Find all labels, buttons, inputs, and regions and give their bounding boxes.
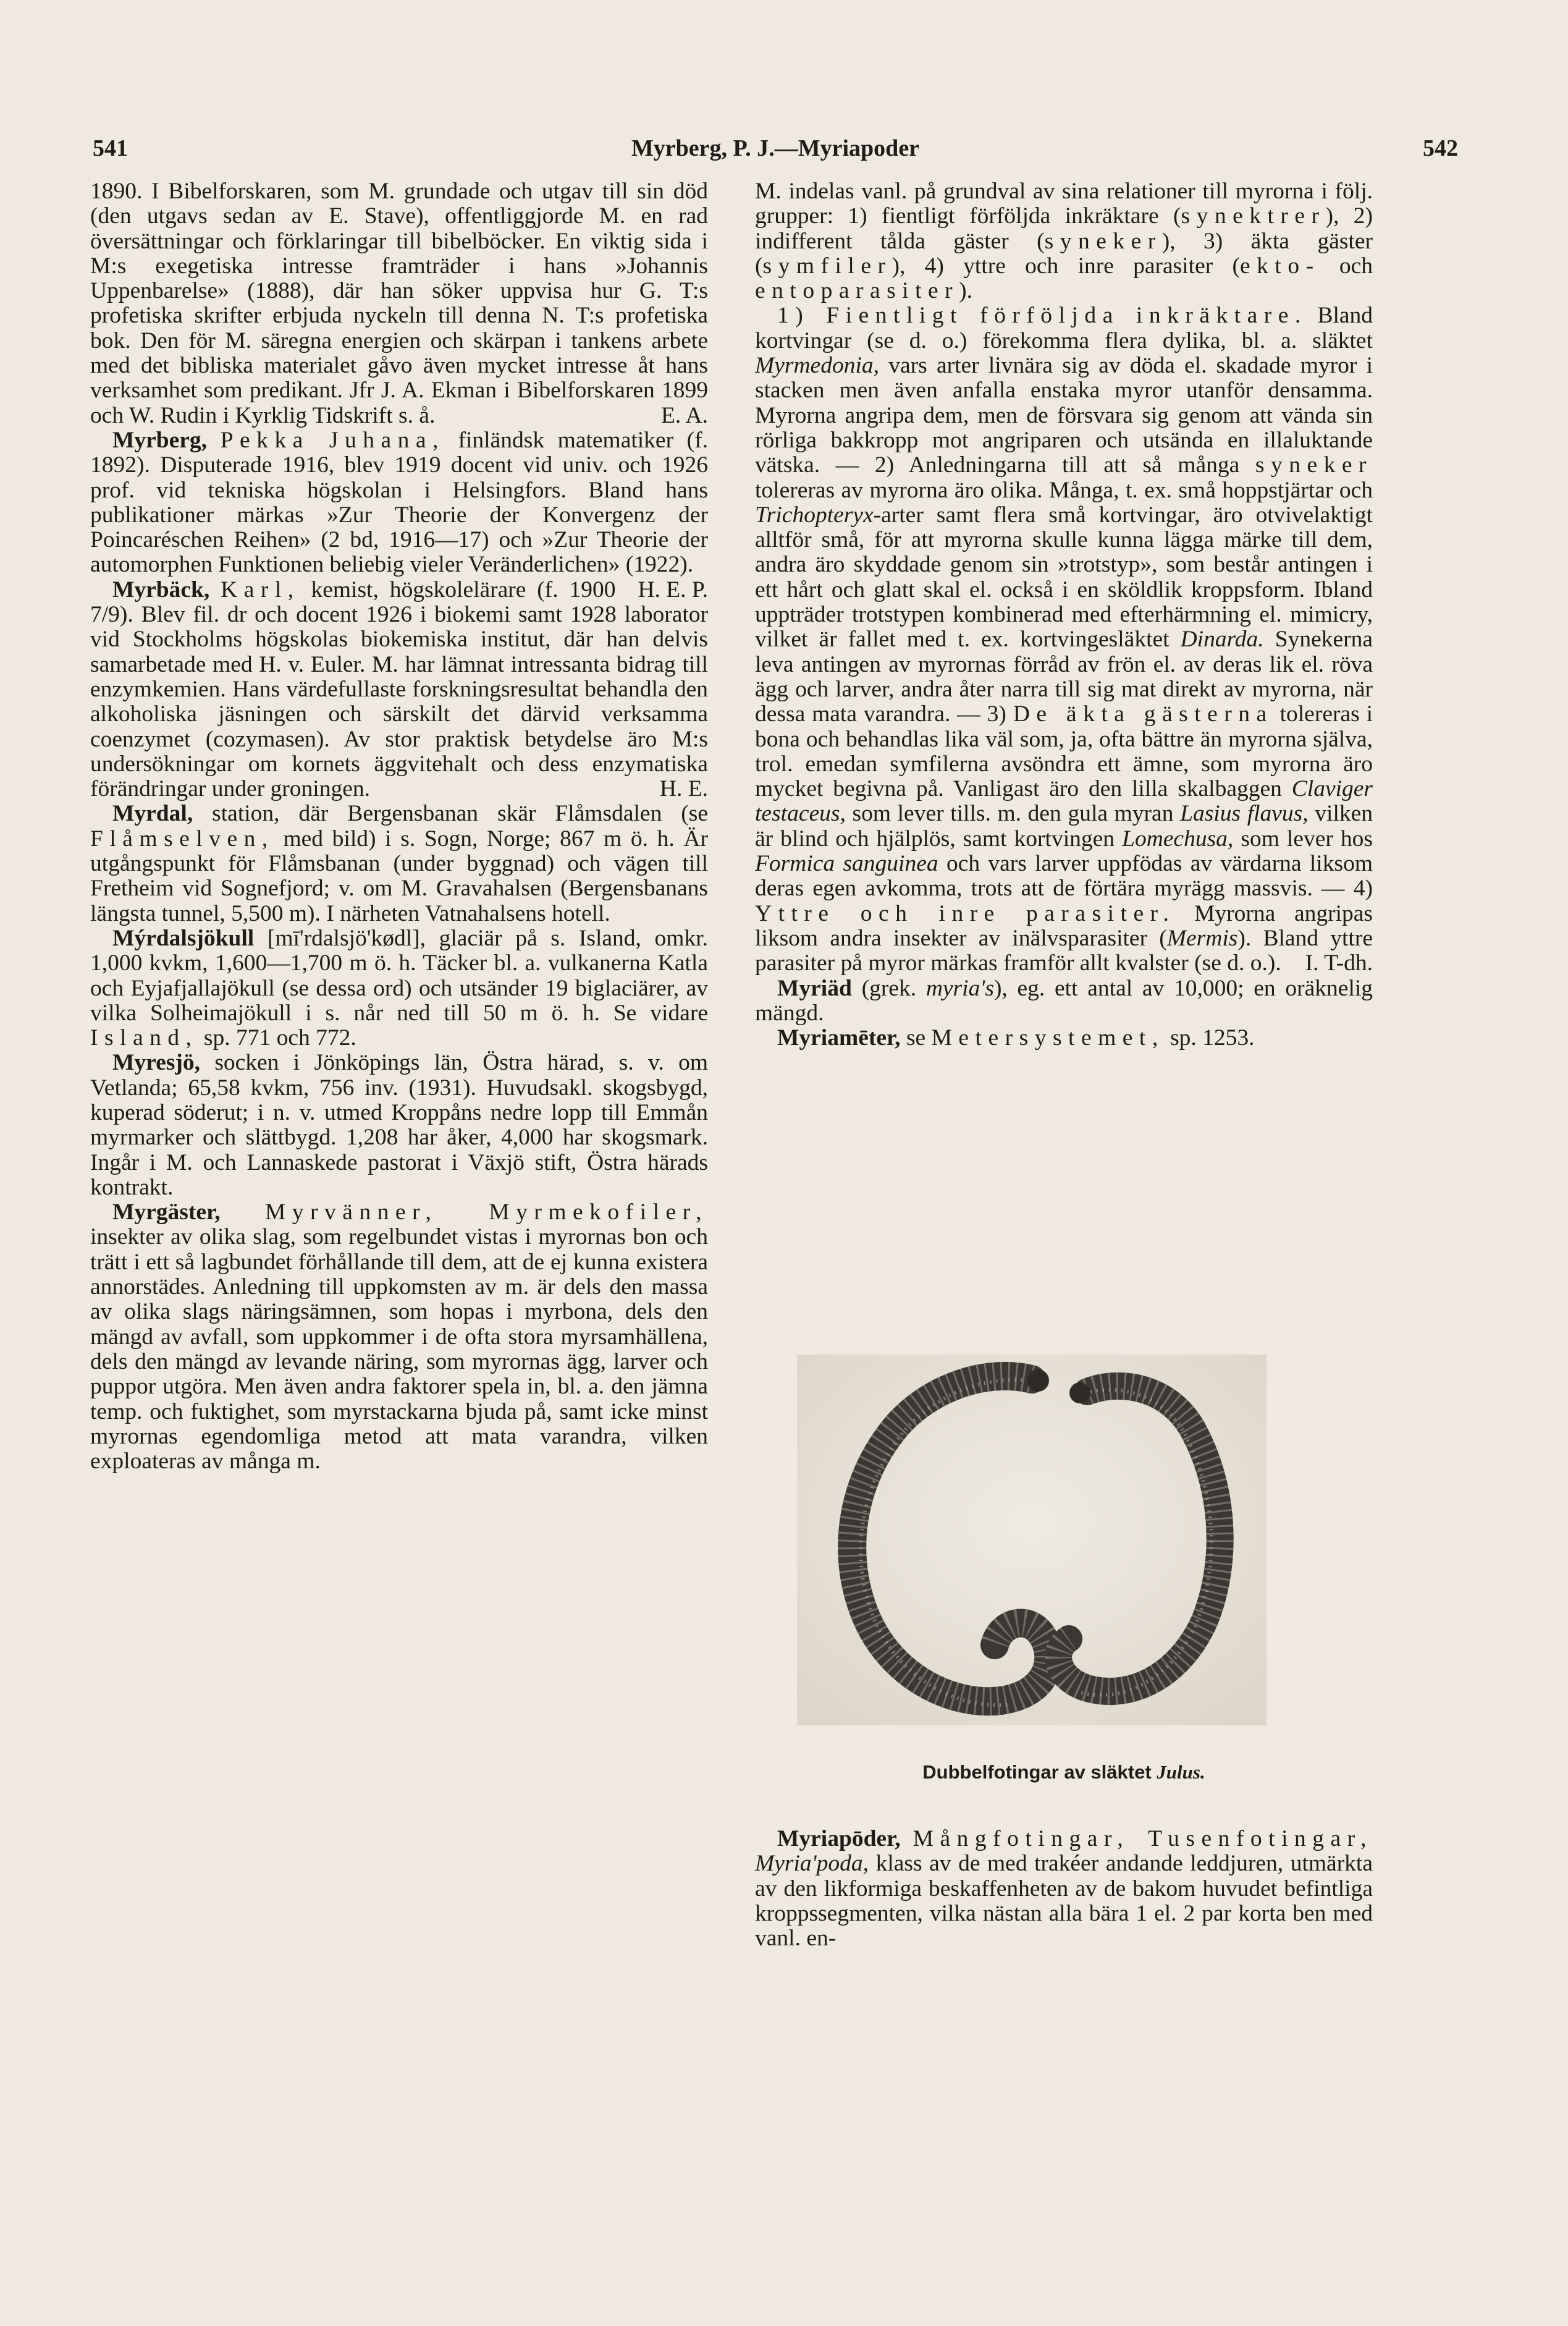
entry-myrgaster-continued: M. indelas vanl. på grundval av sina relationer till myrorna i följ. grupper: 1) fientligt förföljda inkräktare (synektrer), 2) indifferent tålda gäster (syneker), 3) äkta gäster (symfiler), 4) yttre och inre parasiter (ekto- och entoparasiter). [755,179,1373,304]
entry-myresjo: Myresjö, socken i Jönköpings län, Östra härad, s. v. om Vetlanda; 65,58 kvkm, 756 inv. (1931). Huvudsakl. skogsbygd, kuperad söderut; i n. v. utmed Kroppåns nedre lopp till Emmån myrmarker och slättbygd. 1,208 har åker, 4,000 har skogsmark. Ingår i M. och Lannaskede pastorat i Växjö stift, Östra härads kontrakt. [90,1050,708,1200]
signature: E. A. [660,402,708,428]
subheading: 1) Fientligt förföljda inkräktare. [777,303,1307,329]
right-column [755,179,1373,1051]
left-column [90,179,708,1474]
person-name: Karl, [221,577,300,603]
figure-caption: Dubbelfotingar av släktet Julus. [922,1761,1205,1783]
page-number-left: 541 [93,135,128,161]
cross-reference: Flåmselven, [90,826,274,852]
entry-myriad: Myriäd (grek. myria's), eg. ett antal av 10,000; en oräknelig mängd. [755,975,1373,1026]
headword: Myresjö, [112,1050,200,1076]
synonyms: Myrvänner, Myrmekofiler, [264,1199,708,1225]
cross-reference: Island, [90,1025,198,1051]
birth-date: 7/9 [90,602,120,628]
running-title: Myrberg, P. J.—Myriapoder [631,135,920,161]
entry-myrgaster: Myrgäster, Myrvänner, Myrmekofiler, insekter av olika slag, som regelbundet vistas i myrornas bon och trätt i ett så lagbundet förhållande till dem, att de ej kunna existera annorstädes. Anledning till uppkomsten av m. är dels den massa av olika slags näringsämnen, som hopas i myrbona, dels den mängd av avfall, som uppkommer i de ofta stora myrsamhällena, dels den mängd av levande näring, som myrornas ägg, larver och puppor utgöra. Men även andra faktorer spela in, bl. a. den jämna temp. och fuktighet, som myrstackarna bjuda på, samt icke minst myrornas egendomliga metod att mata varandra, vilken exploateras av många m. [90,1199,708,1474]
signature: I. T-dh. [1305,950,1373,976]
headword: Myrdal, [112,801,193,827]
headword: Mýrdalsjökull [112,925,255,951]
entry-myrberg-pj-continued: 1890. I Bibelforskaren, som M. grundade och utgav till sin död (den utgavs sedan av E. Stave), offentliggjorde M. en rad översättningar och förklaringar till bibelböcker. En viktig sida i M:s exegetiska intresse framträder i hans »Johannis Uppenbarelse» (1888), där han söker uppvisa hur G. T:s profetiska skrifter erbjuda nyckeln till denna N. T:s profetiska bok. Den för M. säregna energien och skärpan i tankens arbete med det bibliska materialet gåvo även mycket intresse åt hans verksamhet som predikant. Jfr J. A. Ekman i Bibelforskaren 1899 och W. Rudin i Kyrklig Tidskrift s. å. E. A. [90,179,708,428]
page-header [93,135,1458,172]
signature: H. E. P. [638,577,708,603]
left-millipede-head [1027,1369,1049,1392]
right-column-lower [755,1827,1373,1951]
entry-myriapoder: Myriapōder, Mångfotingar, Tusenfotingar, Myria'poda, klass av de med trakéer andande leddjuren, utmärkta av den likformiga beskaffenheten av de bakom huvudet befintliga kroppssegmenten, vilka nästan alla bära 1 el. 2 par korta ben med vanl. en- [755,1826,1373,1952]
right-millipede-head [1069,1382,1090,1403]
entry-myrdal: Myrdal, station, där Bergensbanan skär Flåmsdalen (se Flåmselven, med bild) i s. Sogn, Norge; 867 m ö. h. Är utgångspunkt för Flåmsbanan (under byggnad) och vägen till Fretheim vid Sognefjord; v. om M. Gravahalsen (Bergensbanans längsta tunnel, 5,500 m). I närheten Vatnahalsens hotell. [90,801,709,926]
synonyms: Mångfotingar, Tusenfotingar, [913,1826,1373,1851]
millipede-illustration [797,1355,1267,1725]
headword: Myrberg, [112,427,208,453]
headword: Myriapōder, [777,1826,901,1851]
signature: H. E. [659,776,708,802]
entry-myrberg-pekka: Myrberg, Pekka Juhana, finländsk matematiker (f. 1892). Disputerade 1916, blev 1919 docent vid univ. och 1926 prof. vid tekniska högskolan i Helsingfors. Bland hans publikationer märkas »Zur Theorie der Konvergenz der Poincaréschen Reihen» (2 bd, 1916—17) och »Zur Theorie der automorphen Funktionen beliebig vieler Veränderlichen» (1922). H. E. P. [90,427,709,603]
headword: Myrgäster, [112,1199,221,1225]
headword: Myrbäck, [112,577,210,603]
person-name: Pekka Juhana, [220,427,445,453]
entry-myrback: Myrbäck, Karl, kemist, högskolelärare (f. 1900 7/9). Blev fil. dr och docent 1926 i biokemi samt 1928 laborator vid Stockholms högskolas biokemiska institut, där han delvis samarbetade med H. v. Euler. M. har lämnat intressanta bidrag till enzymkemien. Hans värdefullaste forskningsresultat behandla den alkoholiska jäsningen och särskilt det därvid verksamma coenzymet (cozymasen). Av stor praktisk betydelse äro M:s undersökningar om kornets äggvitehalt och dess enzymatiska förändringar under groningen. H. E. [90,577,708,802]
entry-myriameter: Myriamēter, se Metersystemet, sp. 1253. [777,1025,1255,1051]
page-number-right: 542 [1423,135,1458,161]
headword: Myriäd [777,975,852,1001]
headword: Myriamēter, [777,1025,901,1051]
section-groups: 1) Fientligt förföljda inkräktare. Bland kortvingar (se d. o.) förekomma flera dylika, bl. a. släktet Myrmedonia, vars arter livnära sig av döda el. skadade myror i stacken men även anfalla enstaka myror utanför densamma. Myrorna angripa dem, men de försvara sig genom att vända sin rörliga bakkropp mot angriparen och utsända en illaluktande vätska. — 2) Anledningarna till att så många syneker tolereras av myrorna äro olika. Många, t. ex. små hoppstjärtar och Trichopteryx-arter samt flera små kortvingar, äro otvivelaktigt alltför små, för att myrorna skulle kunna lägga märke till dem, andra äro skyddade genom sin »trotstyp», som består antingen i ett hårt och glatt skal el. också i en sköldlik kroppsform. Ibland uppträder trotstypen kombinerad med efterhärmning el. mimicry, vilket är fallet med t. ex. kortvingesläktet Dinarda. Synekerna leva antingen av myrornas förråd av frön el. av deras lik el. röva ägg och larver, andra åter narra till sig mat direkt av myrorna, när dessa mata varandra. — 3) De äkta gästerna tolereras i bona och behandlas lika väl som, ja, ofta bättre än myrorna själva, trol. emedan symfilerna avsöndra ett ämne, som myrorna äro mycket begivna på. Vanligast äro den lilla skalbaggen Claviger testaceus, som lever tills. m. den gula myran Lasius flavus, vilken är blind och hjälplös, samt kortvingen Lomechusa, som lever hos Formica sanguinea och vars larver uppfödas av värdarna liksom deras egen avkomma, trots att de förtära myrägg massvis. — 4) Yttre och inre parasiter. Myrorna angripas liksom andra insekter av inälvsparasiter (Mermis). Bland yttre parasiter på myror märkas framför allt kvalster (se d. o.). I. T-dh. [755,303,1373,976]
millipede-photo [797,1355,1267,1725]
cross-reference: Metersystemet, [931,1025,1165,1051]
entry-myrdalsjokull: Mýrdalsjökull [mī'rdalsjö'kødl], glaciär på s. Island, omkr. 1,000 kvkm, 1,600—1,700 m ö. h. Täcker bl. a. vulkanerna Katla och Eyjafjallajökull (se dessa ord) och utsänder 19 biglaciärer, av vilka Solheimajökull i s. når ned till 50 m ö. h. Se vidare Island, sp. 771 och 772. [90,925,708,1051]
